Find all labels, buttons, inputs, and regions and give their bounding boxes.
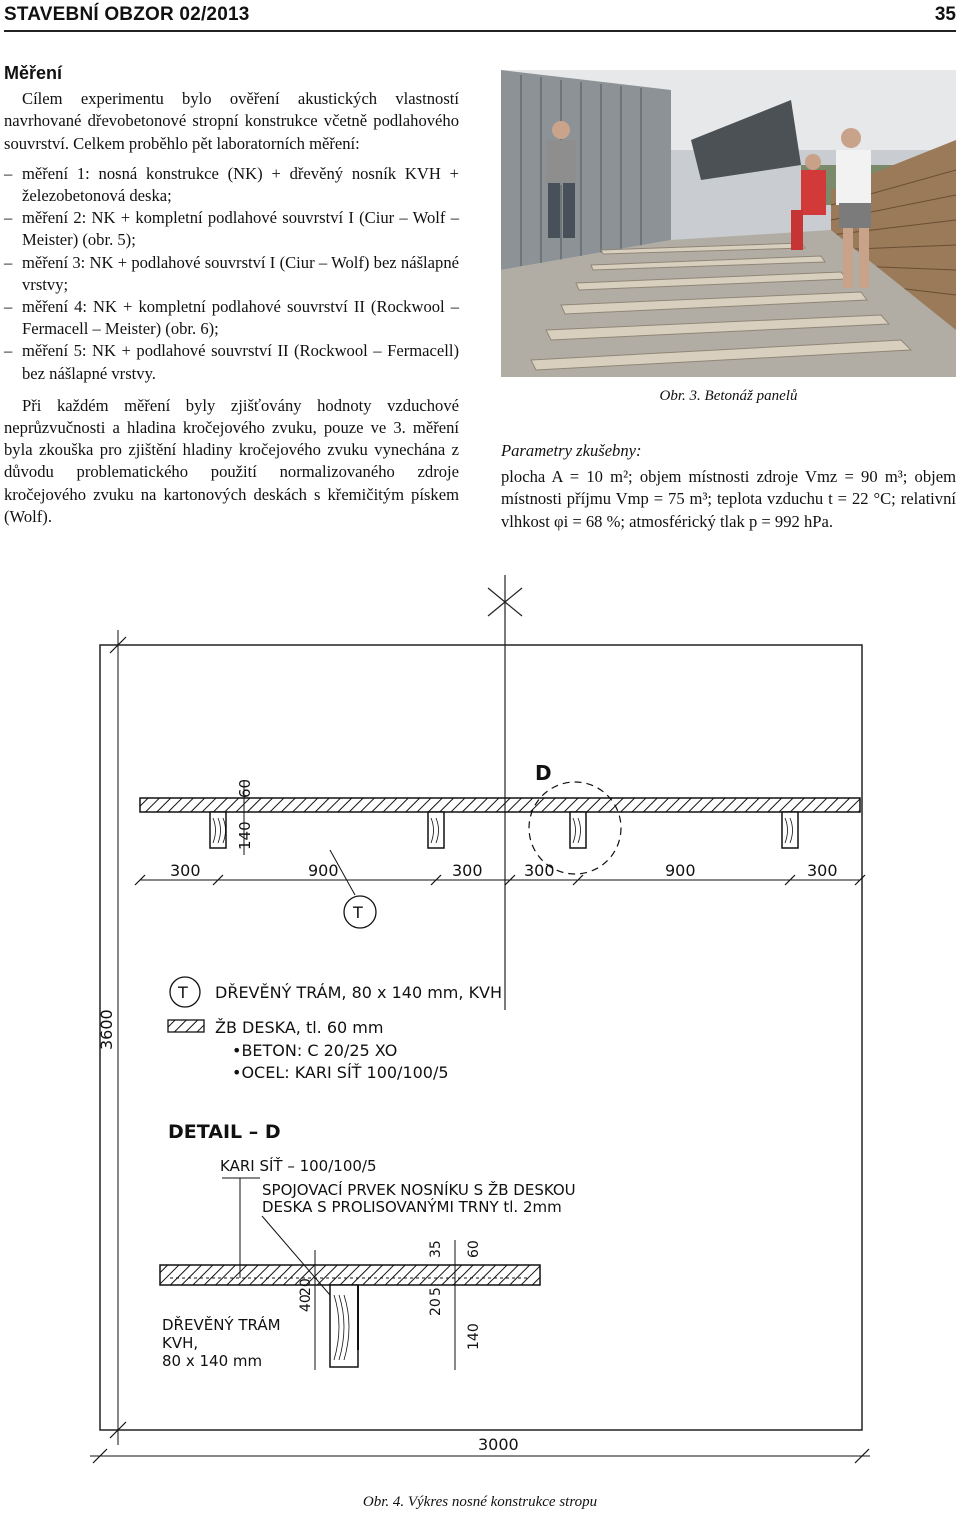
- dim-top: 300: [807, 861, 838, 880]
- dim-height: 3600: [97, 1009, 116, 1050]
- measurement-list: [4, 163, 459, 385]
- beam-sections: [210, 812, 798, 848]
- legend-concrete: •BETON: C 20/25 XO: [232, 1041, 398, 1060]
- legend-beam: DŘEVĚNÝ TRÁM, 80 x 140 mm, KVH: [215, 983, 503, 1002]
- detail-slab: [160, 1265, 540, 1285]
- detail-beam-label-2: KVH,: [162, 1334, 199, 1352]
- list-item: – měření 1: nosná konstrukce (NK) + dřevěný nosník KVH + železobetonová deska;: [4, 163, 459, 207]
- left-column: [4, 62, 459, 528]
- detail-marker: D: [535, 761, 552, 785]
- detail-connector-1: SPOJOVACÍ PRVEK NOSNÍKU S ŽB DESKOU: [262, 1181, 576, 1199]
- svg-text:T: T: [353, 903, 363, 922]
- legend-slab-symbol: [168, 1020, 204, 1032]
- params-text: plocha A = 10 m²; objem místnosti zdroje Vmz = 90 m³; objem místnosti příjmu Vmp = 75 m³; teplota vzduchu t = 22 °C; relativní vlhkost φi = 68 %; atmosférický tlak p = 992 hPa.: [501, 467, 956, 531]
- detail-dim-35: 35: [428, 1240, 444, 1258]
- detail-beam-label-1: DŘEVĚNÝ TRÁM: [162, 1316, 281, 1334]
- dim-top: 300: [452, 861, 483, 880]
- detail-dim-40: 40: [298, 1294, 314, 1312]
- detail-dim-140: 140: [466, 1323, 482, 1350]
- dim-width: 3000: [478, 1435, 519, 1454]
- right-column: [501, 440, 956, 533]
- dim-top: 900: [665, 861, 696, 880]
- detail-mesh-label: KARI SÍŤ – 100/100/5: [220, 1157, 377, 1175]
- detail-dim-5: 5: [428, 1287, 444, 1296]
- structure-drawing: [80, 560, 900, 1485]
- section-title: Měření: [4, 63, 63, 83]
- svg-text:T: T: [178, 983, 188, 1002]
- drawing-svg: [80, 560, 900, 1485]
- detail-connector-2: DESKA S PROLISOVANÝMI TRNY tl. 2mm: [262, 1198, 562, 1216]
- list-item: – měření 2: NK + kompletní podlahové souvrství I (Ciur – Wolf – Meister) (obr. 5);: [4, 207, 459, 251]
- detail-beam-label-3: 80 x 140 mm: [162, 1352, 263, 1370]
- journal-title: STAVEBNÍ OBZOR 02/2013: [4, 4, 250, 25]
- legend-slab: ŽB DESKA, tl. 60 mm: [215, 1018, 384, 1037]
- concreting-photo: [501, 70, 956, 377]
- page-header: [4, 0, 956, 32]
- detail-title: DETAIL – D: [168, 1121, 281, 1143]
- figure3-caption: Obr. 3. Betonáž panelů: [659, 388, 798, 404]
- legend-steel: •OCEL: KARI SÍŤ 100/100/5: [232, 1063, 449, 1082]
- dim-top: 300: [170, 861, 201, 880]
- page-number: 35: [934, 4, 956, 25]
- dim-60: 60: [236, 778, 254, 798]
- rc-slab-section: [140, 798, 860, 812]
- photo-illustration: [501, 70, 956, 377]
- list-item: – měření 4: NK + kompletní podlahové souvrství II (Rockwool – Fermacell – Meister) (obr. 6);: [4, 296, 459, 340]
- dim-top: 900: [308, 861, 339, 880]
- dim-140: 140: [236, 821, 254, 850]
- intro-paragraph: Cílem experimentu bylo ověření akustických vlastností navrhované dřevobetonové stropní konstrukce včetně podlahového souvrství. Celkem proběhlo pět laboratorních měření:: [4, 89, 459, 153]
- figure4-caption: Obr. 4. Výkres nosné konstrukce stropu: [362, 1494, 598, 1510]
- slab-outline: [100, 645, 862, 1430]
- detail-dim-20b: 20: [428, 1298, 444, 1316]
- params-title: Parametry zkušebny:: [501, 441, 642, 460]
- list-item: – měření 5: NK + podlahové souvrství II (Rockwool – Fermacell) bez nášlapné vrstvy.: [4, 340, 459, 384]
- list-item: – měření 3: NK + podlahové souvrství I (Ciur – Wolf) bez nášlapné vrstvy;: [4, 252, 459, 296]
- measurement-paragraph: Při každém měření byly zjišťovány hodnoty vzduchové neprůzvučnosti a hladina kročejového zvuku, pouze ve 3. měření byla zkouška pro zjištění hladiny kročejového zvuku vynechána z důvodu problematického použití normalizovaného zdroje kročejového zvuku na kartonových deskách s křemičitým pískem (Wolf).: [4, 395, 459, 526]
- dim-top: 300: [524, 861, 555, 880]
- detail-dim-60: 60: [466, 1240, 482, 1258]
- detail-dim-20a: 20: [298, 1278, 314, 1296]
